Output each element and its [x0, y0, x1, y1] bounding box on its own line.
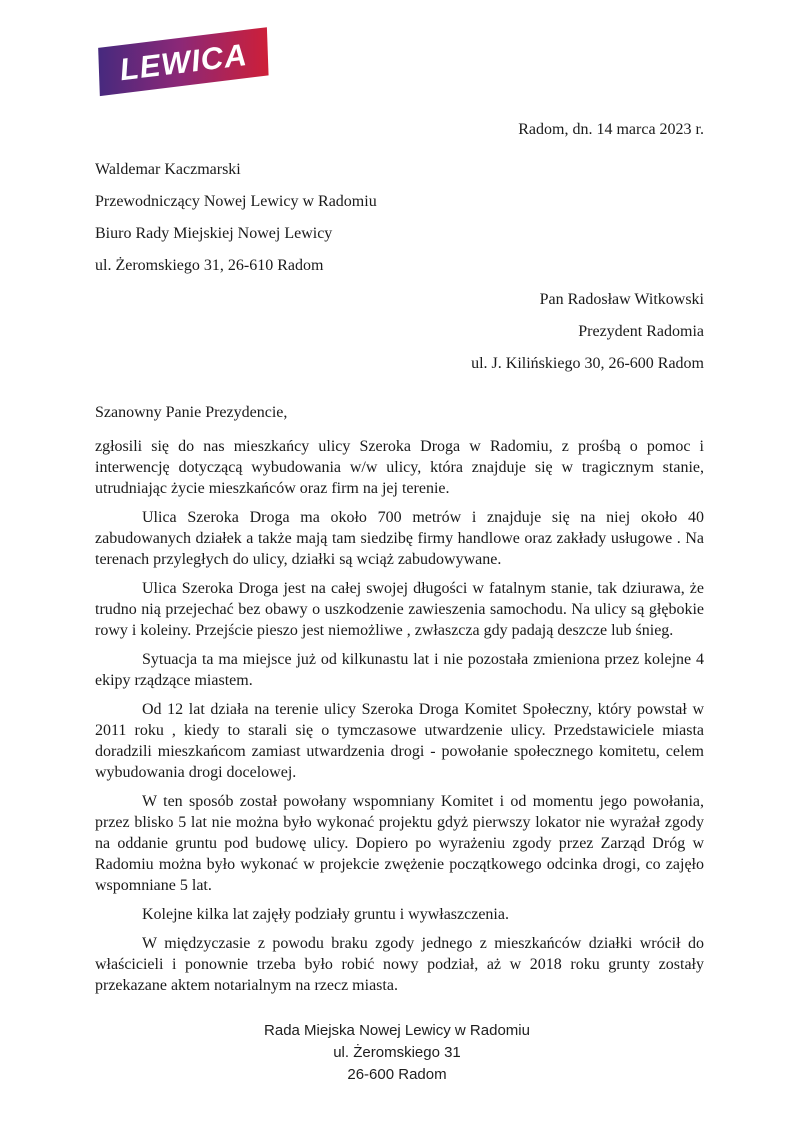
- sender-office: Biuro Rady Miejskiej Nowej Lewicy: [95, 225, 333, 242]
- footer-city: 26-600 Radom: [347, 1066, 447, 1083]
- sender-name: Waldemar Kaczmarski: [95, 161, 241, 178]
- body-paragraph-4: Sytuacja ta ma miejsce już od kilkunastu lat i nie pozostała zmieniona przez kolejne 4 ekipy rządzące miastem.: [95, 651, 704, 689]
- footer-block: [0, 1020, 794, 1086]
- sender-block: [95, 154, 704, 282]
- recipient-address: ul. J. Kilińskiego 30, 26-600 Radom: [471, 355, 704, 372]
- body-paragraph-3: Ulica Szeroka Droga jest na całej swojej długości w fatalnym stanie, tak dziurawa, że trudno nią przejechać bez obawy o uszkodzenie zawieszenia samochodu. Na ulicy są głębokie rowy i koleiny. Przejście pieszo jest niemożliwe , zwłaszcza gdy padają deszcze lub śnieg.: [95, 580, 704, 639]
- body-paragraph-7: Kolejne kilka lat zajęły podziały gruntu i wywłaszczenia.: [142, 906, 509, 923]
- lewica-logo: [98, 27, 268, 96]
- recipient-title: Prezydent Radomia: [578, 323, 704, 340]
- footer-org: Rada Miejska Nowej Lewicy w Radomiu: [264, 1022, 530, 1039]
- body-paragraph-2: Ulica Szeroka Droga ma około 700 metrów i znajduje się na niej około 40 zabudowanych działek a także mają tam siedzibę firmy handlowe oraz zakłady usługowe . Na terenach przyległych do ulicy, działki są wciąż zabudowywane.: [95, 509, 704, 568]
- letterhead: [95, 0, 704, 115]
- date-line: Radom, dn. 14 marca 2023 r.: [518, 121, 704, 138]
- lewica-logo-text: LEWICA: [117, 36, 250, 87]
- sender-address: ul. Żeromskiego 31, 26-610 Radom: [95, 257, 324, 274]
- body-paragraph-1: zgłosili się do nas mieszkańcy ulicy Szeroka Droga w Radomiu, z prośbą o pomoc i interwencję dotyczącą wybudowania w/w ulicy, która znajduje się w tragicznym stanie, utrudniając życie mieszkańców oraz firm na jej terenie.: [95, 438, 704, 497]
- recipient-name: Pan Radosław Witkowski: [539, 291, 704, 308]
- body-paragraph-5: Od 12 lat działa na terenie ulicy Szeroka Droga Komitet Społeczny, który powstał w 2011 roku , kiedy to starali się o tymczasowe utwardzenie ulicy. Przedstawiciele miasta doradzili mieszkańcom zamiast utwardzenia drogi - powołanie społecznego komitetu, celem wybudowania drogi docelowej.: [95, 701, 704, 781]
- footer-street: ul. Żeromskiego 31: [333, 1044, 461, 1061]
- sender-title: Przewodniczący Nowej Lewicy w Radomiu: [95, 193, 377, 210]
- salutation: Szanowny Panie Prezydencie,: [95, 404, 288, 421]
- body-paragraph-6: W ten sposób został powołany wspomniany Komitet i od momentu jego powołania, przez blisko 5 lat nie można było wykonać projektu gdyż pierwszy lokator nie wyrażał zgody na oddanie gruntu pod budowę ulicy. Dopiero po wyrażeniu zgody przez Zarząd Dróg w Radomiu można było wykonać w projekcie zwężenie początkowego odcinka drogi, co zajęło wspomniane 5 lat.: [95, 793, 704, 894]
- body-paragraph-8: W międzyczasie z powodu braku zgody jednego z mieszkańców działki wrócił do właścicieli i ponownie trzeba było robić nowy podział, aż w 2018 roku grunty zostały przekazane aktem notarialnym na rzecz miasta.: [95, 935, 704, 994]
- recipient-block: [95, 284, 704, 380]
